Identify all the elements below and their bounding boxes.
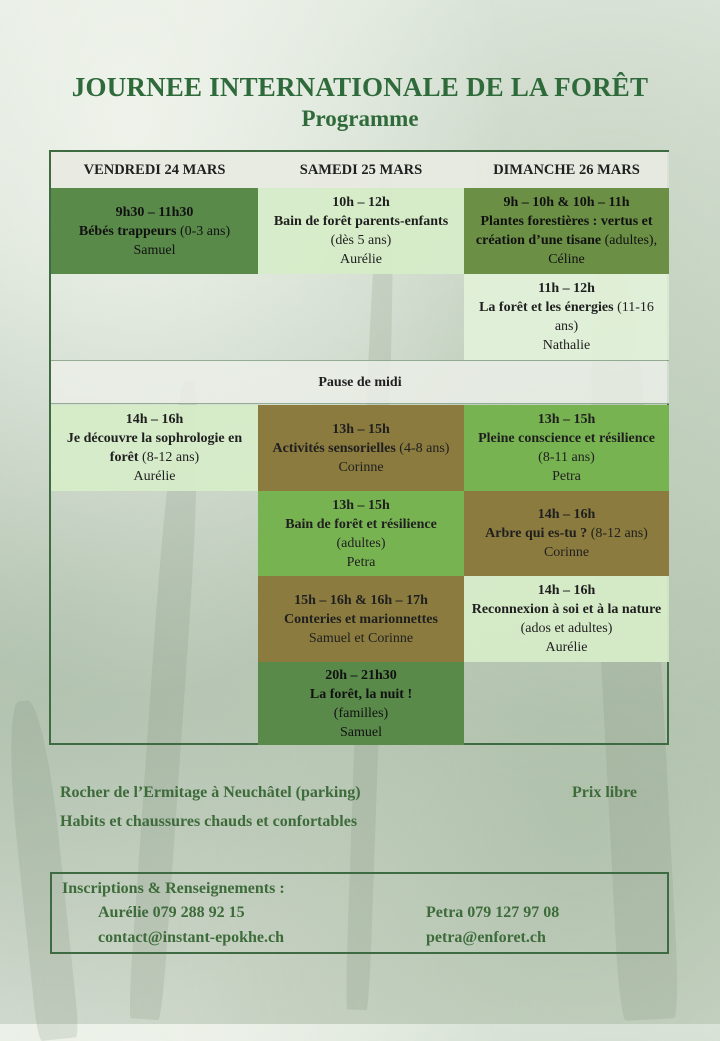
event-time: 13h – 15h [332, 421, 390, 437]
event-time: 10h – 12h [332, 195, 390, 210]
price-text: Prix libre [572, 784, 638, 801]
event-sat-evening [258, 662, 464, 745]
contact-petra-phone[interactable]: Petra 079 127 97 08 [426, 904, 560, 921]
event-person: Samuel [133, 242, 176, 258]
event-title: Bain de forêt et résilience (adultes) [285, 516, 437, 551]
clothing-text: Habits et chaussures chauds et confortables [60, 813, 358, 830]
event-title: Je découvre la sophrologie en forêt (8-12 ans) [66, 431, 243, 465]
contact-petra-email-link[interactable]: petra@enforet.ch [426, 929, 546, 946]
event-title: Arbre qui es-tu ? (8-12 ans) [485, 526, 648, 541]
schedule-table [49, 150, 669, 745]
event-time: 20h – 21h30 [325, 667, 397, 683]
event-person: Petra [552, 469, 581, 484]
event-sat-afternoon2 [258, 491, 464, 576]
event-title: Activités sensorielles (4-8 ans) [272, 440, 450, 456]
event-person: Aurélie [545, 640, 588, 655]
event-title: Conteries et marionnettes [284, 611, 438, 627]
event-title: Pleine conscience et résilience (8-11 ans) [478, 431, 655, 465]
event-title: Reconnexion à soi et à la nature (ados et adultes) [471, 602, 662, 636]
event-title: La forêt, la nuit ! [309, 686, 413, 702]
event-sun-afternoon3 [464, 576, 669, 662]
event-person: Corinne [543, 545, 590, 560]
event-title: Plantes forestières : vertus et création d’une tisane (adultes), Céline [475, 214, 658, 267]
event-title: Bain de forêt parents-enfants (dès 5 ans) [273, 214, 449, 248]
event-title: Bébés trappeurs (0-3 ans) [78, 223, 231, 239]
event-time: 15h – 16h & 16h – 17h [294, 592, 428, 608]
event-time: 9h30 – 11h30 [115, 204, 194, 220]
background-tree [2, 699, 79, 1041]
event-person: Corinne [338, 459, 384, 475]
contact-email-link[interactable]: contact@instant-epokhe.ch [98, 929, 284, 946]
page-subtitle: Programme [301, 106, 419, 131]
event-person: Samuel et Corinne [308, 630, 414, 646]
lunch-break: Pause de midi [51, 360, 669, 404]
event-time: 13h – 15h [332, 497, 390, 513]
header-friday: VENDREDI 24 MARS [51, 152, 258, 188]
event-sat-afternoon1 [258, 405, 464, 491]
event-time: 14h – 16h [537, 507, 596, 522]
event-person: Aurélie [133, 469, 176, 484]
event-person: Samuel [340, 724, 382, 740]
event-sat-morning [258, 188, 464, 274]
event-note: (familles) [333, 705, 389, 721]
header-saturday: SAMEDI 25 MARS [258, 152, 464, 188]
event-time: 14h – 16h [537, 583, 596, 598]
location-text: Rocher de l’Ermitage à Neuchâtel (parking) [60, 784, 361, 801]
event-sun-afternoon2 [464, 491, 669, 576]
contact-box [50, 872, 669, 954]
event-fri-afternoon [51, 405, 258, 491]
event-time: 11h – 12h [538, 281, 595, 296]
event-sun-morning2 [464, 274, 669, 360]
event-sun-afternoon1 [464, 405, 669, 491]
header-sunday: DIMANCHE 26 MARS [464, 152, 669, 188]
event-time: 14h – 16h [125, 412, 184, 427]
event-person: Aurélie [340, 252, 382, 267]
event-title: La forêt et les énergies (11-16 ans) [479, 300, 654, 334]
event-person: Nathalie [542, 338, 591, 353]
event-person: Petra [346, 554, 376, 570]
event-sat-afternoon3 [258, 576, 464, 662]
event-time: 9h – 10h & 10h – 11h [503, 195, 630, 210]
page-title: JOURNEE INTERNATIONALE DE LA FORÊT [71, 72, 649, 102]
contact-aurelie-phone[interactable]: Aurélie 079 288 92 15 [98, 904, 245, 921]
event-time: 13h – 15h [537, 412, 596, 427]
event-sun-morning1 [464, 188, 669, 274]
contact-heading: Inscriptions & Renseignements : [62, 880, 285, 897]
event-fri-morning [51, 188, 258, 274]
